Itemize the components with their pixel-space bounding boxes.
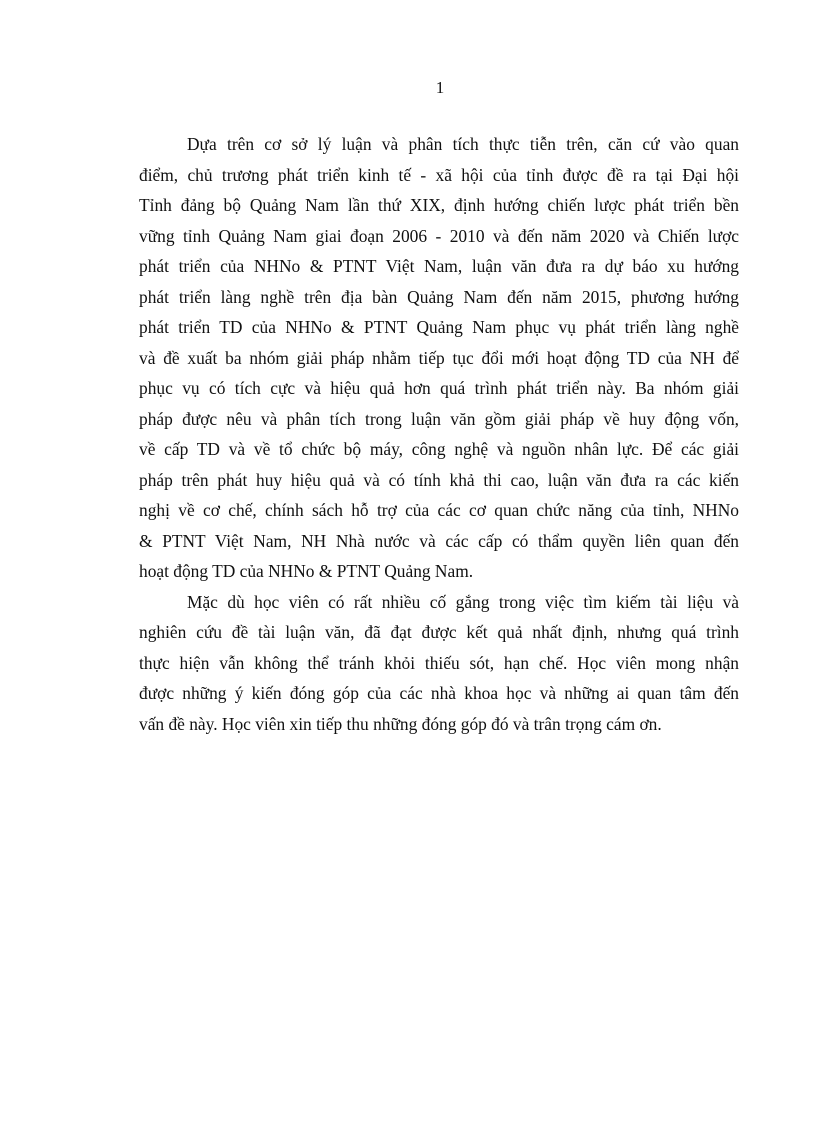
text-line: Tỉnh đảng bộ Quảng Nam lần thứ XIX, định hướng chiến lược phát triển bền [139,195,739,215]
text-line: & PTNT Việt Nam, NH Nhà nước và các cấp có thẩm quyền liên quan đến [139,530,739,551]
text-line: pháp trên phát huy hiệu quả và có tính khả thi cao, luận văn đưa ra các kiến [139,469,739,490]
text-line: phục vụ có tích cực và hiệu quả hơn quá trình phát triển này. Ba nhóm giải [139,378,739,398]
text-line: nghị về cơ chế, chính sách hỗ trợ của các cơ quan chức năng của tỉnh, NHNo [139,500,739,520]
text-line: được những ý kiến đóng góp của các nhà khoa học và những ai quan tâm đến [139,683,739,703]
text-line: hoạt động TD của NHNo & PTNT Quảng Nam. [139,561,474,581]
text-line: nghiên cứu đề tài luận văn, đã đạt được kết quả nhất định, nhưng quá trình [139,622,739,642]
document-body [139,129,739,739]
text-line: pháp được nêu và phân tích trong luận văn gồm giải pháp về huy động vốn, [139,408,739,429]
paragraph-summary [139,129,739,587]
text-line: vững tỉnh Quảng Nam giai đoạn 2006 - 2010 và đến năm 2020 và Chiến lược [139,225,739,246]
text-line: và đề xuất ba nhóm giải pháp nhằm tiếp tục đổi mới hoạt động TD của NH để [139,347,739,368]
text-line: phát triển làng nghề trên địa bàn Quảng Nam đến năm 2015, phương hướng [139,286,739,307]
text-line: phát triển của NHNo & PTNT Việt Nam, luận văn đưa ra dự báo xu hướng [139,256,739,276]
text-line: thực hiện vẫn không thể tránh khỏi thiếu sót, hạn chế. Học viên mong nhận [139,652,739,673]
text-line: vấn đề này. Học viên xin tiếp thu những đóng góp đó và trân trọng cám ơn. [139,713,662,734]
text-line: Mặc dù học viên có rất nhiều cố gắng trong việc tìm kiếm tài liệu và [187,591,739,612]
text-line: Dựa trên cơ sở lý luận và phân tích thực tiễn trên, căn cứ vào quan [187,134,739,154]
paragraph-acknowledgement [139,587,739,740]
text-line: điểm, chủ trương phát triển kinh tế - xã hội của tỉnh được đề ra tại Đại hội [139,164,739,185]
text-line: về cấp TD và về tổ chức bộ máy, công nghệ và nguồn nhân lực. Để các giải [139,439,739,459]
text-line: phát triển TD của NHNo & PTNT Quảng Nam phục vụ phát triển làng nghề [139,317,739,337]
page-number: 1 [435,78,445,97]
